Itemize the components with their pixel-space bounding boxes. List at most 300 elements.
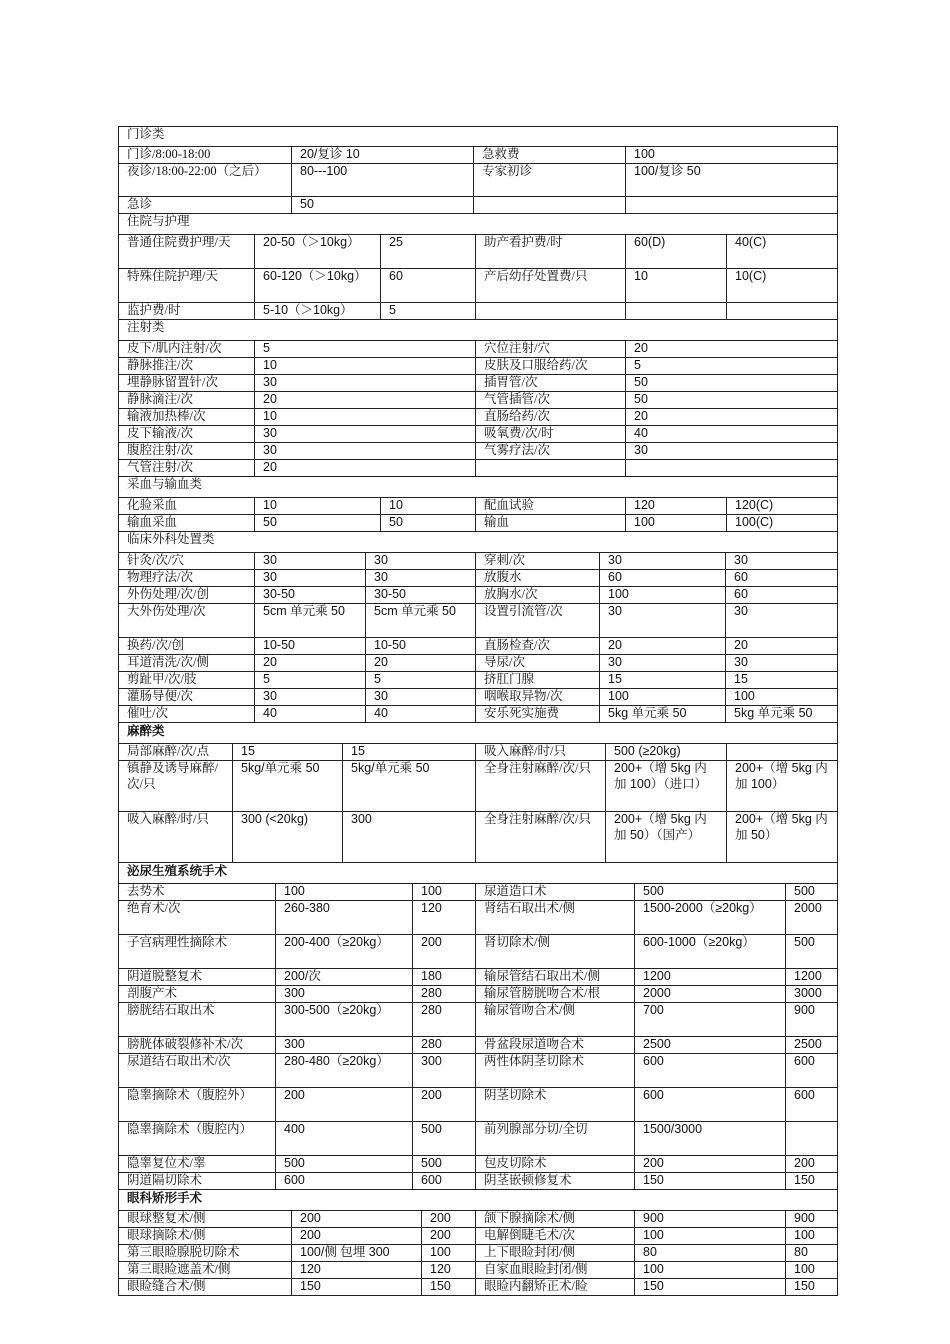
fee-item-label: 静脉滴注/次 xyxy=(119,392,255,409)
fee-item-label: 肾结石取出术/侧 xyxy=(476,901,635,935)
fee-value-cell: 100 xyxy=(786,1262,838,1279)
fee-value-cell: 80---100 xyxy=(292,164,474,197)
fee-value-cell: 600-1000（≥20kg） xyxy=(635,935,786,969)
fee-value-cell: 30 xyxy=(255,570,366,587)
table-row xyxy=(119,1211,838,1228)
table-row xyxy=(119,1262,838,1279)
fee-value-cell: 20 xyxy=(255,655,366,672)
fee-item-label: 特殊住院护理/天 xyxy=(119,269,255,303)
fee-value-cell: 5kg 单元乘 50 xyxy=(726,706,838,723)
table-row xyxy=(119,1228,838,1245)
fee-value-cell xyxy=(727,303,838,320)
fee-item-label: 剪趾甲/次/肢 xyxy=(119,672,255,689)
fee-item-label: 输血采血 xyxy=(119,515,255,532)
section-header-row xyxy=(119,214,838,235)
fee-item-label: 输尿管膀胱吻合术/根 xyxy=(476,986,635,1003)
fee-item-label: 专家初诊 xyxy=(474,164,626,197)
fee-value-cell: 5 xyxy=(381,303,476,320)
fee-item-label: 镇静及诱导麻醉/次/只 xyxy=(119,761,233,812)
table-row xyxy=(119,1156,838,1173)
fee-item-label: 隐睾复位术/睾 xyxy=(119,1156,276,1173)
fee-value-cell: 400 xyxy=(276,1122,413,1156)
fee-value-cell: 60-120（＞10kg） xyxy=(255,269,381,303)
fee-item-label: 放腹水 xyxy=(476,570,600,587)
fee-value-cell: 100 xyxy=(635,1262,786,1279)
table-row xyxy=(119,460,838,477)
fee-value-cell xyxy=(786,1122,838,1156)
fee-value-cell: 5 xyxy=(366,672,476,689)
section-header-row xyxy=(119,127,838,147)
table-row xyxy=(119,638,838,655)
fee-item-label: 包皮切除术 xyxy=(476,1156,635,1173)
table-row xyxy=(119,761,838,812)
fee-value-cell: 10 xyxy=(255,498,381,515)
fee-value-cell: 100 xyxy=(786,1228,838,1245)
fee-value-cell: 100/复诊 50 xyxy=(626,164,838,197)
fee-item-label: 吸氧费/次/时 xyxy=(476,426,626,443)
fee-value-cell: 30 xyxy=(255,375,476,392)
fee-value-cell: 40(C) xyxy=(727,235,838,269)
fee-item-label: 颌下腺摘除术/侧 xyxy=(476,1211,635,1228)
fee-value-cell: 300 (<20kg) xyxy=(233,812,343,863)
fee-item-label: 气雾疗法/次 xyxy=(476,443,626,460)
fee-value-cell: 10-50 xyxy=(366,638,476,655)
fee-value-cell: 100 xyxy=(626,147,838,164)
fee-value-cell: 500 xyxy=(413,1156,476,1173)
fee-value-cell: 10 xyxy=(626,269,727,303)
fee-item-label: 气管插管/次 xyxy=(476,392,626,409)
fee-value-cell: 500 xyxy=(276,1156,413,1173)
fee-value-cell: 10-50 xyxy=(255,638,366,655)
fee-value-cell: 15 xyxy=(233,744,343,761)
fee-value-cell: 120 xyxy=(626,498,727,515)
fee-table-section xyxy=(118,476,838,532)
fee-item-label: 全身注射麻醉/次/只 xyxy=(476,812,606,863)
fee-value-cell: 40 xyxy=(366,706,476,723)
fee-item-label: 门诊/8:00-18:00 xyxy=(119,147,292,164)
fee-value-cell: 3000 xyxy=(786,986,838,1003)
fee-value-cell: 50 xyxy=(381,515,476,532)
fee-value-cell: 60(D) xyxy=(626,235,727,269)
fee-value-cell: 300 xyxy=(276,1037,413,1054)
fee-value-cell: 20 xyxy=(255,460,476,477)
fee-value-cell: 50 xyxy=(255,515,381,532)
fee-value-cell: 100 xyxy=(600,689,726,706)
fee-value-cell: 200+（增 5kg 内加 100） xyxy=(727,761,838,812)
fee-value-cell: 280 xyxy=(413,1003,476,1037)
section-title: 麻醉类 xyxy=(119,723,838,744)
table-row xyxy=(119,901,838,935)
fee-item-label: 第三眼睑腺脱切除术 xyxy=(119,1245,292,1262)
fee-value-cell xyxy=(626,460,838,477)
fee-item-label: 皮肤及口服给药/次 xyxy=(476,358,626,375)
fee-value-cell: 30 xyxy=(626,443,838,460)
fee-value-cell: 40 xyxy=(255,706,366,723)
fee-value-cell: 50 xyxy=(292,197,474,214)
fee-item-label: 阴道隔切除术 xyxy=(119,1173,276,1190)
fee-value-cell: 100 xyxy=(422,1245,476,1262)
fee-item-label: 安乐死实施费 xyxy=(476,706,600,723)
fee-item-label: 直肠检查/次 xyxy=(476,638,600,655)
fee-item-label: 肾切除术/侧 xyxy=(476,935,635,969)
fee-value-cell xyxy=(626,197,838,214)
fee-item-label: 针灸/次/穴 xyxy=(119,553,255,570)
fee-item-label: 埋静脉留置针/次 xyxy=(119,375,255,392)
fee-value-cell: 600 xyxy=(786,1054,838,1088)
fee-value-cell: 500 (≥20kg) xyxy=(606,744,727,761)
fee-value-cell: 2500 xyxy=(635,1037,786,1054)
fee-value-cell: 280-480（≥20kg） xyxy=(276,1054,413,1088)
table-row xyxy=(119,884,838,901)
fee-item-label: 穿刺/次 xyxy=(476,553,600,570)
fee-value-cell: 300-500（≥20kg） xyxy=(276,1003,413,1037)
fee-item-label: 输液加热棒/次 xyxy=(119,409,255,426)
fee-value-cell: 5cm 单元乘 50 xyxy=(366,604,476,638)
fee-item-label: 阴茎嵌顿修复术 xyxy=(476,1173,635,1190)
table-row xyxy=(119,672,838,689)
fee-item-label: 眼睑内翻矫正术/睑 xyxy=(476,1279,635,1296)
fee-table-section xyxy=(118,722,838,863)
fee-item-label: 膀胱体破裂修补术/次 xyxy=(119,1037,276,1054)
fee-value-cell: 40 xyxy=(626,426,838,443)
table-row xyxy=(119,358,838,375)
table-row xyxy=(119,1054,838,1088)
fee-item-label: 骨盆段尿道吻合术 xyxy=(476,1037,635,1054)
fee-value-cell: 20/复诊 10 xyxy=(292,147,474,164)
fee-value-cell: 100 xyxy=(276,884,413,901)
table-row xyxy=(119,1088,838,1122)
section-title: 注射类 xyxy=(119,320,838,341)
fee-value-cell: 15 xyxy=(343,744,476,761)
fee-item-label: 普通住院费护理/天 xyxy=(119,235,255,269)
fee-value-cell: 10 xyxy=(255,358,476,375)
fee-value-cell: 200 xyxy=(422,1211,476,1228)
fee-value-cell: 600 xyxy=(635,1088,786,1122)
fee-value-cell: 1200 xyxy=(786,969,838,986)
fee-item-label: 催吐/次 xyxy=(119,706,255,723)
fee-item-label: 子宫病理性摘除术 xyxy=(119,935,276,969)
section-title: 住院与护理 xyxy=(119,214,838,235)
section-title: 泌尿生殖系统手术 xyxy=(119,863,838,884)
fee-item-label: 前列腺部分切/全切 xyxy=(476,1122,635,1156)
fee-value-cell: 30-50 xyxy=(255,587,366,604)
fee-item-label: 去势术 xyxy=(119,884,276,901)
fee-value-cell: 25 xyxy=(381,235,476,269)
fee-value-cell: 30 xyxy=(726,553,838,570)
fee-value-cell: 100 xyxy=(413,884,476,901)
fee-table-section xyxy=(118,1189,838,1296)
fee-value-cell: 150 xyxy=(635,1279,786,1296)
fee-value-cell: 60 xyxy=(381,269,476,303)
fee-item-label: 输血 xyxy=(476,515,626,532)
fee-value-cell: 500 xyxy=(413,1122,476,1156)
fee-value-cell xyxy=(626,303,727,320)
fee-value-cell: 900 xyxy=(635,1211,786,1228)
fee-item-label: 外伤处理/次/创 xyxy=(119,587,255,604)
fee-item-label: 眼球整复术/侧 xyxy=(119,1211,292,1228)
table-row xyxy=(119,1003,838,1037)
fee-item-label: 放胸水/次 xyxy=(476,587,600,604)
fee-value-cell: 200 xyxy=(413,935,476,969)
table-row xyxy=(119,587,838,604)
fee-value-cell: 280 xyxy=(413,986,476,1003)
fee-value-cell: 260-380 xyxy=(276,901,413,935)
fee-item-label: 剖腹产术 xyxy=(119,986,276,1003)
fee-value-cell: 80 xyxy=(786,1245,838,1262)
fee-value-cell: 2000 xyxy=(635,986,786,1003)
fee-item-label: 阴茎切除术 xyxy=(476,1088,635,1122)
fee-item-label: 直肠给药/次 xyxy=(476,409,626,426)
table-row xyxy=(119,409,838,426)
fee-value-cell: 280 xyxy=(413,1037,476,1054)
fee-item-label: 灌肠导便/次 xyxy=(119,689,255,706)
section-header-row xyxy=(119,863,838,884)
fee-value-cell: 30 xyxy=(726,655,838,672)
fee-value-cell: 5 xyxy=(626,358,838,375)
table-row xyxy=(119,269,838,303)
fee-table-section xyxy=(118,862,838,1190)
fee-value-cell: 200+（增 5kg 内加 50）（国产） xyxy=(606,812,727,863)
fee-value-cell: 200 xyxy=(292,1211,422,1228)
fee-value-cell: 30 xyxy=(255,426,476,443)
fee-table-section xyxy=(118,213,838,320)
fee-value-cell: 500 xyxy=(635,884,786,901)
fee-item-label: 眼睑缝合术/侧 xyxy=(119,1279,292,1296)
fee-item-label: 穴位注射/穴 xyxy=(476,341,626,358)
fee-item-label: 两性体阴茎切除术 xyxy=(476,1054,635,1088)
fee-value-cell: 1500/3000 xyxy=(635,1122,786,1156)
table-row xyxy=(119,197,838,214)
fee-value-cell: 100 xyxy=(635,1228,786,1245)
fee-value-cell: 300 xyxy=(413,1054,476,1088)
fee-item-label: 配血试验 xyxy=(476,498,626,515)
fee-value-cell: 10 xyxy=(381,498,476,515)
fee-value-cell: 30-50 xyxy=(366,587,476,604)
fee-value-cell: 200 xyxy=(292,1228,422,1245)
fee-value-cell: 200 xyxy=(422,1228,476,1245)
fee-value-cell: 200 xyxy=(413,1088,476,1122)
fee-value-cell: 30 xyxy=(366,570,476,587)
section-title: 眼科矫形手术 xyxy=(119,1190,838,1211)
fee-item-label: 吸入麻醉/时/只 xyxy=(119,812,233,863)
table-row xyxy=(119,969,838,986)
fee-value-cell: 20 xyxy=(626,341,838,358)
table-row xyxy=(119,375,838,392)
fee-value-cell: 150 xyxy=(635,1173,786,1190)
fee-item-label: 自家血眼睑封闭/侧 xyxy=(476,1262,635,1279)
fee-item-label: 尿道结石取出术/次 xyxy=(119,1054,276,1088)
fee-value-cell: 20 xyxy=(255,392,476,409)
fee-value-cell: 300 xyxy=(343,812,476,863)
fee-item-label xyxy=(474,197,626,214)
fee-value-cell: 80 xyxy=(635,1245,786,1262)
fee-value-cell: 10(C) xyxy=(727,269,838,303)
fee-value-cell: 50 xyxy=(626,392,838,409)
fee-value-cell: 5 xyxy=(255,672,366,689)
fee-item-label: 急救费 xyxy=(474,147,626,164)
fee-item-label: 局部麻醉/次/点 xyxy=(119,744,233,761)
table-row xyxy=(119,655,838,672)
fee-value-cell: 20-50（＞10kg） xyxy=(255,235,381,269)
table-row xyxy=(119,689,838,706)
fee-item-label: 第三眼睑遮盖术/侧 xyxy=(119,1262,292,1279)
table-row xyxy=(119,986,838,1003)
fee-item-label xyxy=(476,303,626,320)
section-title: 采血与输血类 xyxy=(119,477,838,498)
fee-item-label: 挤肛门腺 xyxy=(476,672,600,689)
fee-item-label: 插胃管/次 xyxy=(476,375,626,392)
table-row xyxy=(119,443,838,460)
fee-value-cell: 5cm 单元乘 50 xyxy=(255,604,366,638)
fee-value-cell: 5kg/单元乘 50 xyxy=(343,761,476,812)
table-row xyxy=(119,812,838,863)
fee-value-cell: 60 xyxy=(726,570,838,587)
fee-value-cell xyxy=(727,744,838,761)
fee-value-cell: 120 xyxy=(422,1262,476,1279)
fee-item-label: 设置引流管/次 xyxy=(476,604,600,638)
fee-value-cell: 1200 xyxy=(635,969,786,986)
fee-value-cell: 200 xyxy=(635,1156,786,1173)
table-row xyxy=(119,1173,838,1190)
fee-table-section xyxy=(118,126,838,214)
fee-table-section xyxy=(118,531,838,723)
table-row xyxy=(119,570,838,587)
fee-item-label: 皮下输液/次 xyxy=(119,426,255,443)
fee-value-cell: 20 xyxy=(600,638,726,655)
fee-item-label: 换药/次/创 xyxy=(119,638,255,655)
fee-value-cell: 150 xyxy=(292,1279,422,1296)
fee-value-cell: 700 xyxy=(635,1003,786,1037)
fee-table-section xyxy=(118,319,838,477)
fee-value-cell: 30 xyxy=(726,604,838,638)
fee-value-cell: 100 xyxy=(600,587,726,604)
fee-value-cell: 500 xyxy=(786,935,838,969)
fee-item-label: 静脉推注/次 xyxy=(119,358,255,375)
fee-value-cell: 150 xyxy=(422,1279,476,1296)
fee-value-cell: 30 xyxy=(600,604,726,638)
table-row xyxy=(119,1122,838,1156)
fee-value-cell: 30 xyxy=(255,553,366,570)
fee-value-cell: 30 xyxy=(255,689,366,706)
fee-item-label: 隐睾摘除术（腹腔外） xyxy=(119,1088,276,1122)
fee-item-label: 助产看护费/时 xyxy=(476,235,626,269)
fee-value-cell: 120 xyxy=(413,901,476,935)
section-header-row xyxy=(119,477,838,498)
table-row xyxy=(119,1245,838,1262)
fee-value-cell: 150 xyxy=(786,1173,838,1190)
fee-item-label: 腹腔注射/次 xyxy=(119,443,255,460)
fee-item-label: 输尿管结石取出术/侧 xyxy=(476,969,635,986)
fee-item-label: 皮下/肌内注射/次 xyxy=(119,341,255,358)
table-row xyxy=(119,147,838,164)
fee-item-label: 全身注射麻醉/次/只 xyxy=(476,761,606,812)
fee-item-label: 急诊 xyxy=(119,197,292,214)
fee-item-label: 阴道脱整复术 xyxy=(119,969,276,986)
fee-value-cell: 600 xyxy=(413,1173,476,1190)
fee-value-cell: 60 xyxy=(600,570,726,587)
fee-item-label: 监护费/时 xyxy=(119,303,255,320)
fee-item-label: 耳道清洗/次/侧 xyxy=(119,655,255,672)
section-header-row xyxy=(119,320,838,341)
fee-value-cell: 900 xyxy=(786,1003,838,1037)
fee-value-cell: 100/侧 包埋 300 xyxy=(292,1245,422,1262)
fee-value-cell: 200 xyxy=(786,1156,838,1173)
fee-value-cell: 200 xyxy=(276,1088,413,1122)
fee-value-cell: 20 xyxy=(726,638,838,655)
fee-item-label xyxy=(476,460,626,477)
fee-value-cell: 15 xyxy=(600,672,726,689)
fee-value-cell: 20 xyxy=(626,409,838,426)
fee-item-label: 膀胱结石取出术 xyxy=(119,1003,276,1037)
table-row xyxy=(119,604,838,638)
fee-value-cell: 30 xyxy=(255,443,476,460)
fee-value-cell: 120(C) xyxy=(727,498,838,515)
fee-value-cell: 50 xyxy=(626,375,838,392)
table-row xyxy=(119,303,838,320)
section-header-row xyxy=(119,532,838,553)
fee-value-cell: 5-10（＞10kg） xyxy=(255,303,381,320)
fee-value-cell: 150 xyxy=(786,1279,838,1296)
table-row xyxy=(119,498,838,515)
fee-value-cell: 5 xyxy=(255,341,476,358)
fee-item-label: 气管注射/次 xyxy=(119,460,255,477)
fee-value-cell: 200-400（≥20kg） xyxy=(276,935,413,969)
table-row xyxy=(119,1037,838,1054)
table-row xyxy=(119,935,838,969)
fee-value-cell: 200+（增 5kg 内加 50） xyxy=(727,812,838,863)
fee-item-label: 咽喉取异物/次 xyxy=(476,689,600,706)
fee-value-cell: 200/次 xyxy=(276,969,413,986)
section-header-row xyxy=(119,1190,838,1211)
fee-value-cell: 30 xyxy=(600,655,726,672)
fee-item-label: 绝育术/次 xyxy=(119,901,276,935)
table-row xyxy=(119,164,838,197)
fee-item-label: 隐睾摘除术（腹腔内） xyxy=(119,1122,276,1156)
section-header-row xyxy=(119,723,838,744)
table-row xyxy=(119,392,838,409)
table-row xyxy=(119,426,838,443)
fee-item-label: 吸入麻醉/时/只 xyxy=(476,744,606,761)
fee-item-label: 眼球摘除术/侧 xyxy=(119,1228,292,1245)
fee-item-label: 物理疗法/次 xyxy=(119,570,255,587)
fee-value-cell: 10 xyxy=(255,409,476,426)
table-row xyxy=(119,515,838,532)
fee-value-cell: 2000 xyxy=(786,901,838,935)
fee-value-cell: 600 xyxy=(635,1054,786,1088)
table-row xyxy=(119,235,838,269)
table-row xyxy=(119,553,838,570)
fee-schedule-document xyxy=(118,126,837,1296)
fee-value-cell: 2500 xyxy=(786,1037,838,1054)
fee-value-cell: 120 xyxy=(292,1262,422,1279)
fee-item-label: 电解倒睫毛术/次 xyxy=(476,1228,635,1245)
fee-value-cell: 1500-2000（≥20kg） xyxy=(635,901,786,935)
fee-value-cell: 30 xyxy=(366,689,476,706)
table-row xyxy=(119,744,838,761)
fee-value-cell: 20 xyxy=(366,655,476,672)
fee-value-cell: 60 xyxy=(726,587,838,604)
fee-value-cell: 100 xyxy=(726,689,838,706)
fee-value-cell: 600 xyxy=(786,1088,838,1122)
section-title: 门诊类 xyxy=(119,127,838,147)
table-row xyxy=(119,1279,838,1296)
fee-value-cell: 500 xyxy=(786,884,838,901)
fee-item-label: 尿道造口术 xyxy=(476,884,635,901)
fee-item-label: 输尿管吻合术/侧 xyxy=(476,1003,635,1037)
fee-value-cell: 100(C) xyxy=(727,515,838,532)
fee-value-cell: 5kg 单元乘 50 xyxy=(600,706,726,723)
fee-value-cell: 300 xyxy=(276,986,413,1003)
